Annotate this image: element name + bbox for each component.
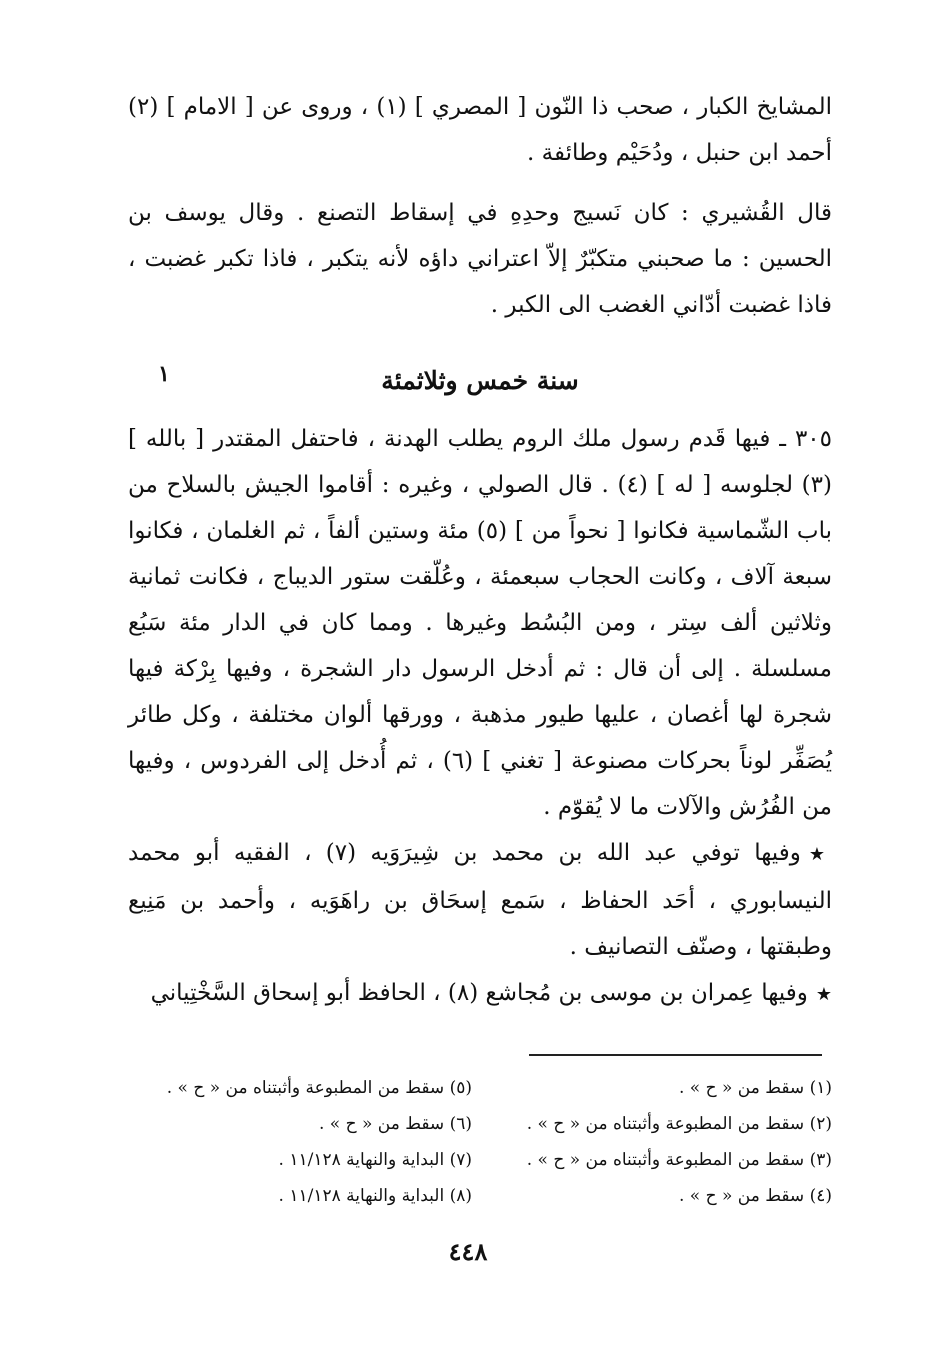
paragraph-death-abdullah bbox=[128, 830, 832, 970]
paragraph-qushayri-quote bbox=[128, 190, 832, 328]
section-heading: سنة خمس وثلاثمئة bbox=[381, 366, 579, 395]
section-marker: ١ bbox=[158, 361, 170, 387]
paragraph-body: وفيها عِمران بن موسى بن مُجاشع (٨) ، الحافظ أبو إسحاق السَّخْتِياني bbox=[150, 980, 808, 1006]
footnote-2: (٢) سقط من المطبوعة وأثبتناه من « ح » . bbox=[526, 1114, 832, 1134]
footnote-divider bbox=[529, 1054, 822, 1056]
footnote-7: (٧) البداية والنهاية ١١/١٢٨ . bbox=[278, 1150, 472, 1170]
page-number: ٤٤٨ bbox=[448, 1237, 488, 1266]
footnotes-right-column bbox=[492, 1070, 832, 1214]
footnotes-left-column bbox=[132, 1070, 472, 1214]
footnote-5: (٥) سقط من المطبوعة وأثبتناه من « ح » . bbox=[166, 1078, 472, 1098]
paragraph-text: المشايخ الكبار ، صحب ذا النّون [ المصري ] (١) ، وروى عن [ الامام ] (٢) أحمد ابن حنبل ، ودُحَيْم وطائفة . bbox=[128, 94, 832, 166]
paragraph-biography-continued bbox=[128, 84, 832, 176]
star-icon: ★ bbox=[808, 844, 832, 865]
footnote-1: (١) سقط من « ح » . bbox=[678, 1078, 832, 1098]
paragraph-body: وفيها توفي عبد الله بن محمد بن شِيرَوَيه (٧) ، الفقيه أبو محمد النيسابوري ، أحَد الحفاظ ، سَمع إسحَاق بن راهَوَيه ، وأحمد بن مَنِيع وطبقتها ، وصنّف التصانيف . bbox=[128, 840, 832, 960]
footnote-8: (٨) البداية والنهاية ١١/١٢٨ . bbox=[278, 1186, 472, 1206]
paragraph-text bbox=[128, 970, 832, 1018]
section-heading-row bbox=[128, 356, 832, 406]
paragraph-text: قال القُشيري : كان نَسيج وحدِهِ في إسقاط التصنع . وقال يوسف بن الحسين : ما صحبني متكبّرٌ إلاّ اعتراني داؤه لأنه يتكبر ، فاذا تكبر غضبت ، فاذا غضبت أدّاني الغضب الى الكبر . bbox=[128, 200, 832, 318]
paragraph-text bbox=[128, 830, 832, 970]
footnote-6: (٦) سقط من « ح » . bbox=[318, 1114, 472, 1134]
paragraph-text: ٣٠٥ ـ فيها قَدم رسول ملك الروم يطلب الهدنة ، فاحتفل المقتدر [ بالله ] (٣) لجلوسه [ له ] (٤) . قال الصولي ، وغيره : أقاموا الجيش بالسلاح من باب الشّماسية فكانوا [ نحواً من ] (٥) مئة وستين ألفاً ، ثم الغلمان ، فكانوا سبعة آلاف ، وكانت الحجاب سبعمئة ، وعُلّقت ستور الديباج ، فكانت ثمانية وثلاثين ألف سِتر ، ومن البُسُط وغيرها . ومما كان في الدار مئة سَبُع مسلسلة . إلى أن قال : ثم أدخل الرسول دار الشجرة ، وفيها بِرْكة فيها شجرة لها أغصان ، عليها طيور مذهبة ، وورقها ألوان مختلفة ، وكل طائر يُصَفِّر لوناً بحركات مصنوعة [ تغني ] (٦) ، ثم أُدخل إلى الفردوس ، وفيها من الفُرُش والآلات ما لا يُقوّم . bbox=[128, 426, 833, 820]
star-icon: ★ bbox=[815, 984, 832, 1005]
footnotes bbox=[128, 1070, 832, 1220]
paragraph-death-imran bbox=[128, 970, 832, 1018]
footnote-3: (٣) سقط من المطبوعة وأثبتناه من « ح » . bbox=[526, 1150, 832, 1170]
paragraph-year-305-events bbox=[128, 416, 832, 830]
footnote-4: (٤) سقط من « ح » . bbox=[678, 1186, 832, 1206]
